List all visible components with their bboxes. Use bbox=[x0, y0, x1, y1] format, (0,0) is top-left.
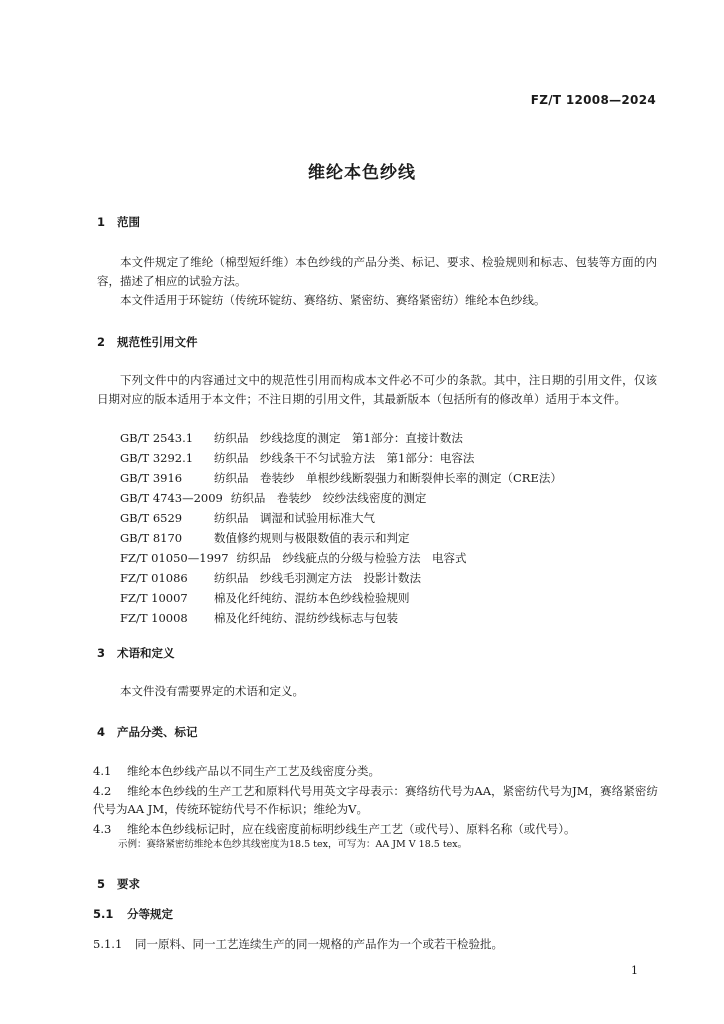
clause-4-3 bbox=[93, 820, 658, 838]
reference-title: 纺织品 卷装纱 绞纱法线密度的测定 bbox=[230, 491, 427, 505]
reference-code: FZ/T 10008 bbox=[120, 611, 188, 625]
section-title: 规范性引用文件 bbox=[117, 335, 198, 349]
clause-number: 5.1 bbox=[93, 907, 114, 921]
section-title: 产品分类、标记 bbox=[117, 725, 198, 739]
clause-number: 4.1 bbox=[93, 764, 112, 778]
reference-code: FZ/T 01050—1997 bbox=[120, 551, 229, 565]
reference-code: GB/T 2543.1 bbox=[120, 431, 194, 445]
clause-5-1-heading bbox=[93, 906, 173, 922]
section-number: 1 bbox=[97, 215, 106, 229]
reference-item bbox=[120, 548, 562, 568]
clause-number: 4.3 bbox=[93, 822, 112, 836]
reference-title: 棉及化纤纯纺、混纺本色纱线检验规则 bbox=[214, 591, 410, 605]
reference-code: FZ/T 01086 bbox=[120, 571, 188, 585]
section-title: 要求 bbox=[117, 877, 140, 891]
section-number: 3 bbox=[97, 646, 106, 660]
reference-code: GB/T 4743—2009 bbox=[120, 491, 223, 505]
reference-title: 纺织品 纱线疵点的分级与检验方法 电容式 bbox=[236, 551, 467, 565]
standard-code: FZ/T 12008—2024 bbox=[530, 93, 656, 107]
reference-title: 纺织品 纱线毛羽测定方法 投影计数法 bbox=[214, 571, 421, 585]
clause-text: 同一原料、同一工艺连续生产的同一规格的产品作为一个或若干检验批。 bbox=[135, 937, 503, 951]
reference-code: GB/T 8170 bbox=[120, 531, 183, 545]
clause-text: 维纶本色纱线产品以不同生产工艺及线密度分类。 bbox=[127, 764, 380, 778]
reference-item bbox=[120, 528, 562, 548]
paragraph: 下列文件中的内容通过文中的规范性引用而构成本文件必不可少的条款。其中，注日期的引用文件，仅该日期对应的版本适用于本文件；不注日期的引用文件，其最新版本（包括所有的修改单）适用于本文件。 bbox=[97, 373, 657, 406]
reference-code: GB/T 6529 bbox=[120, 511, 183, 525]
section-number: 2 bbox=[97, 335, 106, 349]
reference-item bbox=[120, 448, 562, 468]
reference-item bbox=[120, 608, 562, 628]
reference-code: GB/T 3916 bbox=[120, 471, 183, 485]
example-note: 示例：赛络紧密纺维纶本色纱其线密度为18.5 tex，可写为：AA JM V 18.5 tex。 bbox=[118, 839, 468, 850]
section-1-heading bbox=[97, 214, 140, 230]
section-number: 5 bbox=[97, 877, 106, 891]
paragraph: 本文件没有需要界定的术语和定义。 bbox=[120, 684, 304, 698]
reference-item bbox=[120, 488, 562, 508]
section-2-heading bbox=[97, 334, 198, 350]
reference-code: GB/T 3292.1 bbox=[120, 451, 194, 465]
reference-code: FZ/T 10007 bbox=[120, 591, 188, 605]
reference-title: 纺织品 纱线捻度的测定 第1部分：直接计数法 bbox=[214, 431, 463, 445]
clause-text: 维纶本色纱线标记时，应在线密度前标明纱线生产工艺（或代号）、原料名称（或代号）。 bbox=[127, 822, 576, 836]
section-number: 4 bbox=[97, 725, 106, 739]
section-4-heading bbox=[97, 724, 198, 740]
page-number: 1 bbox=[631, 964, 638, 977]
reference-item bbox=[120, 588, 562, 608]
reference-title: 纺织品 卷装纱 单根纱线断裂强力和断裂伸长率的测定（CRE法） bbox=[214, 471, 562, 485]
reference-title: 纺织品 纱线条干不匀试验方法 第1部分：电容法 bbox=[214, 451, 475, 465]
clause-4-2 bbox=[93, 782, 658, 818]
section-title: 术语和定义 bbox=[117, 646, 175, 660]
clause-number: 4.2 bbox=[93, 784, 112, 798]
paragraph: 本文件规定了维纶（棉型短纤维）本色纱线的产品分类、标记、要求、检验规则和标志、包装等方面的内容，描述了相应的试验方法。 bbox=[97, 255, 657, 288]
reference-list bbox=[120, 428, 562, 628]
section-2-intro bbox=[97, 371, 657, 409]
reference-title: 棉及化纤纯纺、混纺纱线标志与包装 bbox=[214, 611, 398, 625]
clause-title: 分等规定 bbox=[127, 907, 173, 921]
section-3-heading bbox=[97, 645, 175, 661]
paragraph: 本文件适用于环锭纺（传统环锭纺、赛络纺、紧密纺、赛络紧密纺）维纶本色纱线。 bbox=[120, 293, 546, 307]
reference-item bbox=[120, 468, 562, 488]
reference-item bbox=[120, 508, 562, 528]
clause-number: 5.1.1 bbox=[93, 937, 123, 951]
reference-item bbox=[120, 568, 562, 588]
section-1-body bbox=[97, 253, 657, 310]
reference-title: 数值修约规则与极限数值的表示和判定 bbox=[214, 531, 410, 545]
clause-5-1-1 bbox=[93, 935, 658, 953]
section-3-body bbox=[97, 682, 657, 701]
section-5-heading bbox=[97, 876, 140, 892]
clause-text: 维纶本色纱线的生产工艺和原料代号用英文字母表示：赛络纺代号为AA，紧密纺代号为JM，赛络紧密纺代号为AA JM，传统环锭纺代号不作标识；维纶为V。 bbox=[93, 784, 658, 816]
section-title: 范围 bbox=[117, 215, 140, 229]
clause-4-1 bbox=[93, 762, 658, 780]
document-title: 维纶本色纱线 bbox=[308, 163, 416, 183]
reference-title: 纺织品 调湿和试验用标准大气 bbox=[214, 511, 375, 525]
reference-item bbox=[120, 428, 562, 448]
